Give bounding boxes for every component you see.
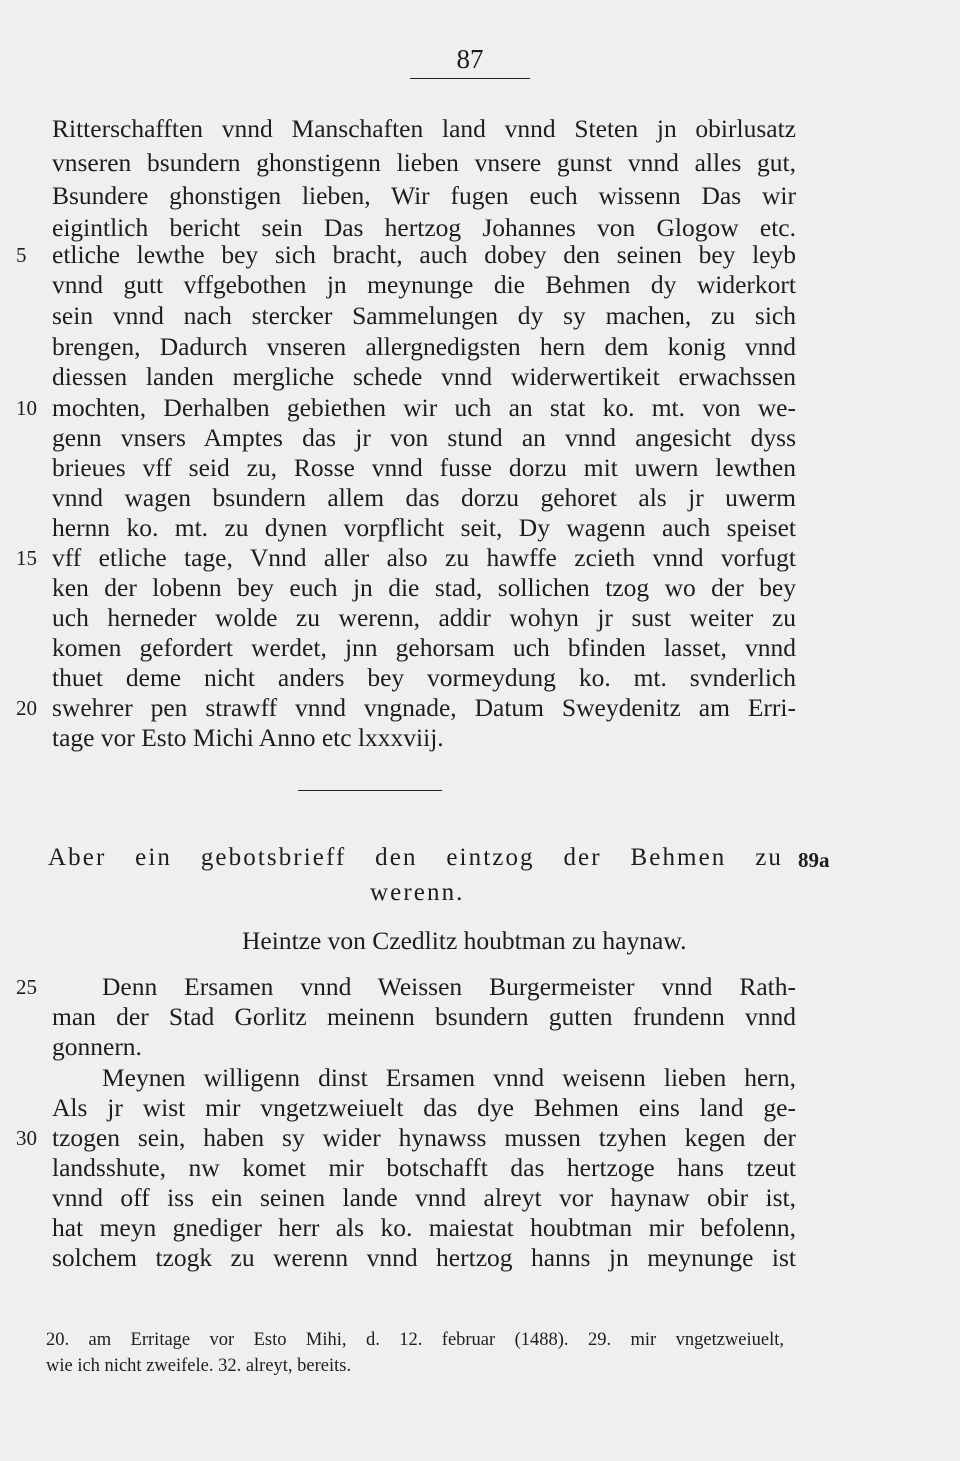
text-line: hernn ko. mt. zu dynen vorpflicht seit, Dy wagenn auch speiset bbox=[52, 513, 796, 542]
text-line: solchem tzogk zu werenn vnnd hertzog hanns jn meynunge ist bbox=[52, 1243, 796, 1272]
text-line: eigintlich bericht sein Das hertzog Johannes von Glogow etc. bbox=[52, 213, 796, 242]
line-number: 30 bbox=[16, 1126, 37, 1150]
letter-sender: Heintze von Czedlitz houbtman zu haynaw. bbox=[242, 926, 687, 955]
line-number: 15 bbox=[16, 546, 37, 570]
text-line: vnnd wagen bsundern allem das dorzu gehoret als jr uwerm bbox=[52, 483, 796, 512]
text-line: vff etliche tage, Vnnd aller also zu hawffe zcieth vnnd vorfugt bbox=[52, 543, 796, 572]
page-number: 87 bbox=[456, 44, 484, 74]
text-line: landsshute, nw komet mir botschafft das hertzoge hans tzeut bbox=[52, 1153, 796, 1182]
text-line: man der Stad Gorlitz meinenn bsundern gutten frundenn vnnd bbox=[52, 1002, 796, 1031]
margin-reference: 89a bbox=[798, 848, 830, 872]
section-separator bbox=[298, 790, 442, 791]
text-line: swehrer pen strawff vnnd vngnade, Datum Sweydenitz am Erri- bbox=[52, 693, 796, 722]
text-line: Ritterschafften vnnd Manschaften land vnnd Steten jn obirlusatz bbox=[52, 114, 796, 143]
text-line: sein vnnd nach stercker Sammelungen dy sy machen, zu sich bbox=[52, 301, 796, 330]
text-line: gonnern. bbox=[52, 1032, 142, 1061]
text-line: komen gefordert werdet, jnn gehorsam uch bfinden lasset, vnnd bbox=[52, 633, 796, 662]
line-number: 10 bbox=[16, 396, 37, 420]
line-number: 5 bbox=[16, 243, 27, 267]
text-line: thuet deme nicht anders bey vormeydung ko. mt. svnderlich bbox=[52, 663, 796, 692]
text-line: ken der lobenn bey euch jn die stad, sollichen tzog wo der bey bbox=[52, 573, 796, 602]
text-line: tage vor Esto Michi Anno etc lxxxviij. bbox=[52, 723, 444, 752]
section-heading: Aber ein gebotsbrieff den eintzog der Behmen zu bbox=[48, 844, 783, 871]
text-line: Bsundere ghonstigen lieben, Wir fugen euch wissenn Das wir bbox=[52, 181, 796, 210]
text-line: brengen, Dadurch vnseren allergnedigsten hern dem konig vnnd bbox=[52, 332, 796, 361]
footnote-line: 20. am Erritage vor Esto Mihi, d. 12. februar (1488). 29. mir vngetzweiuelt, bbox=[46, 1330, 784, 1350]
text-line: vnseren bsundern ghonstigenn lieben vnsere gunst vnnd alles gut, bbox=[52, 148, 796, 177]
line-number: 25 bbox=[16, 975, 37, 999]
page-number-rule bbox=[410, 78, 530, 79]
text-line: genn vnsers Amptes das jr von stund an vnnd angesicht dyss bbox=[52, 423, 796, 452]
text-line: etliche lewthe bey sich bracht, auch dobey den seinen bey leyb bbox=[52, 240, 796, 269]
text-line: diessen landen mergliche schede vnnd widerwertikeit erwachssen bbox=[52, 362, 796, 391]
footnote-line: wie ich nicht zweifele. 32. alreyt, bereits. bbox=[46, 1356, 352, 1376]
text-line: brieues vff seid zu, Rosse vnnd fusse dorzu mit uwern lewthen bbox=[52, 453, 796, 482]
text-line: Denn Ersamen vnnd Weissen Burgermeister vnnd Rath- bbox=[102, 972, 796, 1001]
text-line: vnnd gutt vffgebothen jn meynunge die Behmen dy widerkort bbox=[52, 270, 796, 299]
text-line: Als jr wist mir vngetzweiuelt das dye Behmen eins land ge- bbox=[52, 1093, 796, 1122]
text-line: mochten, Derhalben gebiethen wir uch an stat ko. mt. von we- bbox=[52, 393, 796, 422]
text-line: tzogen sein, haben sy wider hynawss mussen tzyhen kegen der bbox=[52, 1123, 796, 1152]
line-number: 20 bbox=[16, 696, 37, 720]
section-heading-continuation: werenn. bbox=[370, 879, 465, 906]
text-line: hat meyn gnediger herr als ko. maiestat houbtman mir befolenn, bbox=[52, 1213, 796, 1242]
text-line: Meynen willigenn dinst Ersamen vnnd weisenn lieben hern, bbox=[102, 1063, 796, 1092]
text-line: uch herneder wolde zu werenn, addir wohyn jr sust weiter zu bbox=[52, 603, 796, 632]
text-line: vnnd off iss ein seinen lande vnnd alreyt vor haynaw obir ist, bbox=[52, 1183, 796, 1212]
